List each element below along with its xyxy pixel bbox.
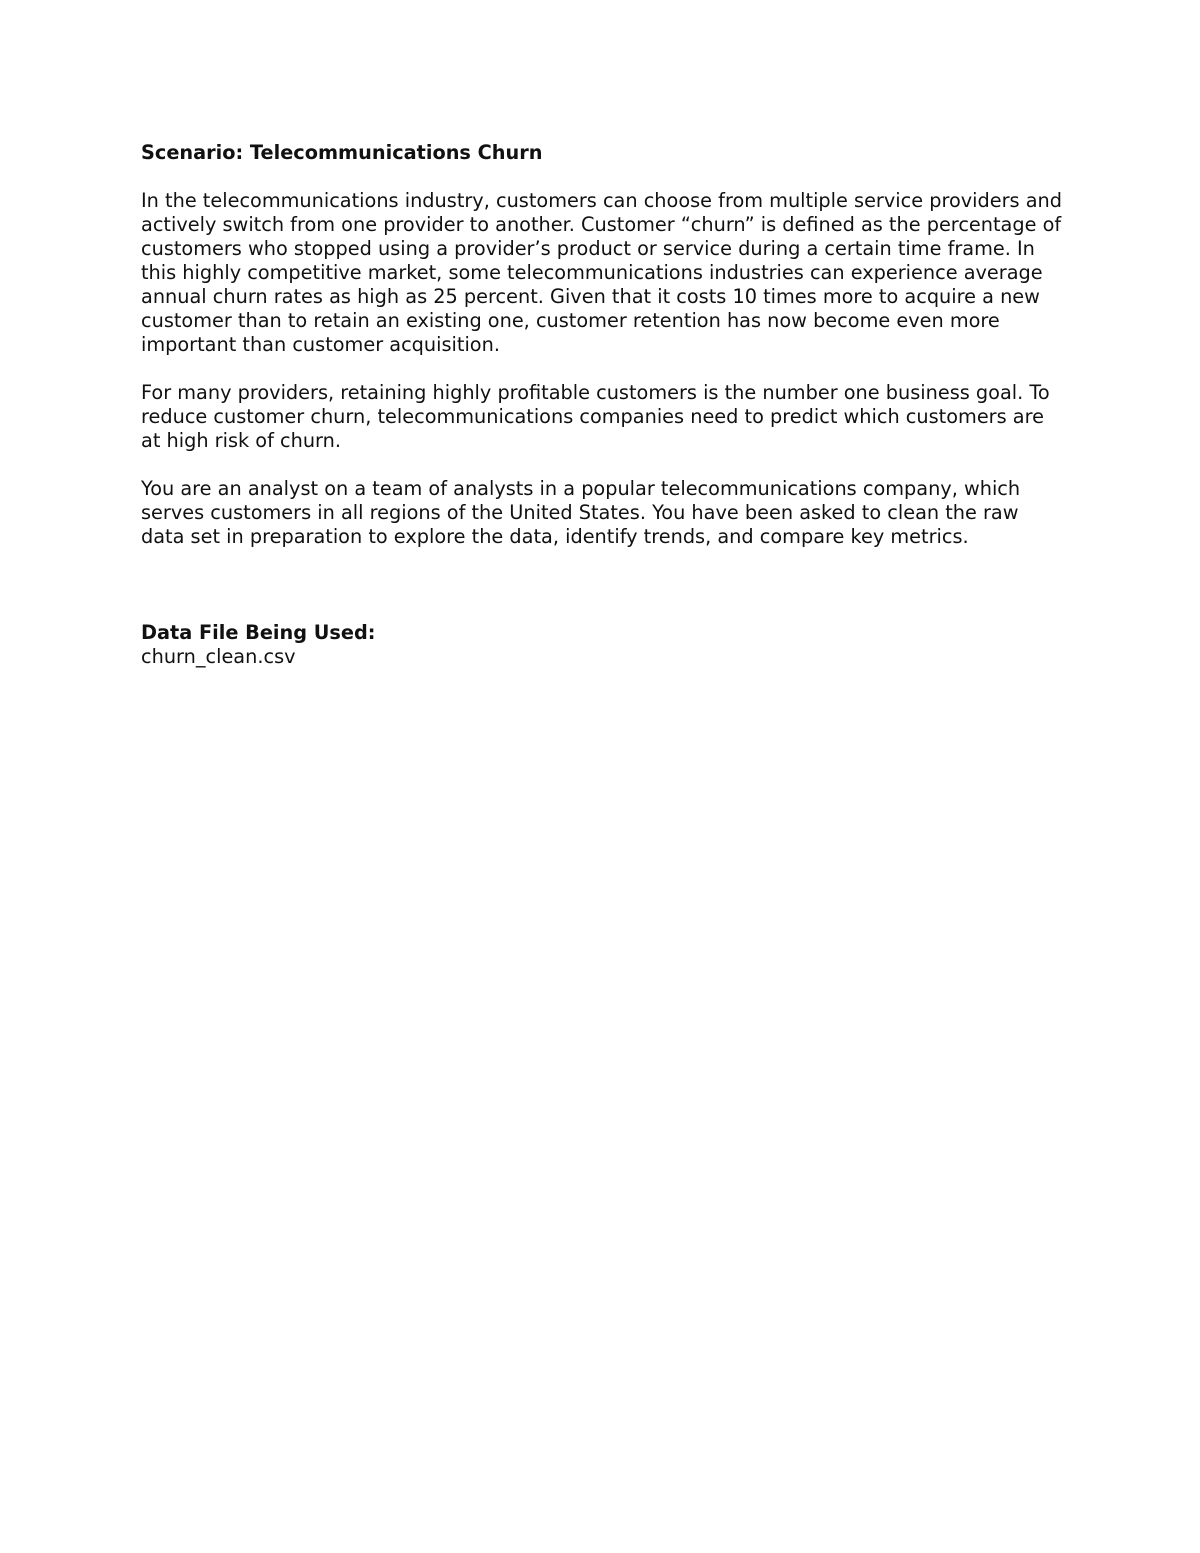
scenario-title: Scenario: Telecommunications Churn [141, 141, 543, 164]
data-file-name: churn_clean.csv [141, 645, 296, 668]
paragraph-churn-definition: In the telecommunications industry, customers can choose from multiple service providers and actively switch from one provider to another. Customer “churn” is defined as the percentage of customers who stopped using a provider’s product or service during a certain time frame. In this highly competitive market, some telecommunications industries can experience average annual churn rates as high as 25 percent. Given that it costs 10 times more to acquire a new customer than to retain an existing one, customer retention has now become even more important than customer acquisition. [141, 189, 1062, 356]
data-file-heading: Data File Being Used: [141, 621, 376, 644]
paragraph-retention-goal: For many providers, retaining highly profitable customers is the number one business goal. To reduce customer churn, telecommunications companies need to predict which customers are at high risk of churn. [141, 381, 1050, 452]
document-body [141, 141, 1066, 669]
section-spacer [141, 549, 1066, 621]
paragraph-analyst-role: You are an analyst on a team of analysts in a popular telecommunications company, which serves customers in all regions of the United States. You have been asked to clean the raw data set in preparation to explore the data, identify trends, and compare key metrics. [141, 477, 1021, 548]
